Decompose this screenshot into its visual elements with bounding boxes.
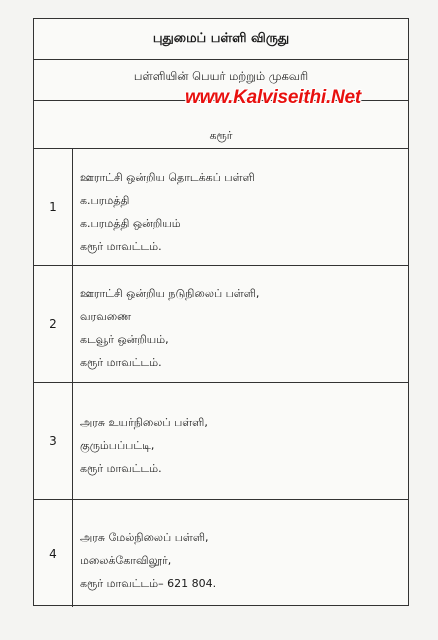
- address-line: குரும்பப்பட்டி,: [80, 439, 155, 452]
- address-line: மலைக்கோவிலூர்,: [80, 554, 172, 567]
- address-line: க.பரமத்தி ஒன்றியம்: [80, 217, 181, 230]
- table-title: புதுமைப் பள்ளி விருது: [34, 19, 408, 60]
- address-line: க.பரமத்தி: [80, 194, 130, 207]
- column-header: பள்ளியின் பெயர் மற்றும் முகவரி: [34, 59, 408, 101]
- table-row: [34, 266, 408, 383]
- table-row: [34, 383, 408, 500]
- table-row: [34, 149, 408, 266]
- address-line: கரூர் மாவட்டம்.: [80, 356, 162, 369]
- district-heading: கரூர்: [34, 101, 408, 149]
- address-line: வரவணை: [80, 310, 132, 323]
- row-number: 3: [34, 383, 73, 499]
- website-watermark: www.Kalviseithi.Net: [185, 87, 362, 108]
- table-row: [34, 500, 408, 607]
- row-number: 1: [34, 149, 73, 265]
- school-address: [80, 166, 402, 258]
- row-number: 2: [34, 266, 73, 382]
- address-line: கரூர் மாவட்டம்– 621 804.: [80, 577, 217, 590]
- school-name: அரசு மேல்நிலைப் பள்ளி,: [80, 531, 209, 544]
- address-line: கடவூர் ஒன்றியம்,: [80, 333, 169, 346]
- school-address: [80, 526, 402, 595]
- school-address: [80, 411, 402, 480]
- address-line: கரூர் மாவட்டம்.: [80, 462, 162, 475]
- school-name: ஊராட்சி ஒன்றிய தொடக்கப் பள்ளி: [80, 171, 255, 184]
- row-number: 4: [34, 500, 73, 607]
- school-name: அரசு உயர்நிலைப் பள்ளி,: [80, 416, 208, 429]
- school-name: ஊராட்சி ஒன்றிய நடுநிலைப் பள்ளி,: [80, 287, 260, 300]
- address-line: கரூர் மாவட்டம்.: [80, 240, 162, 253]
- school-address: [80, 282, 402, 374]
